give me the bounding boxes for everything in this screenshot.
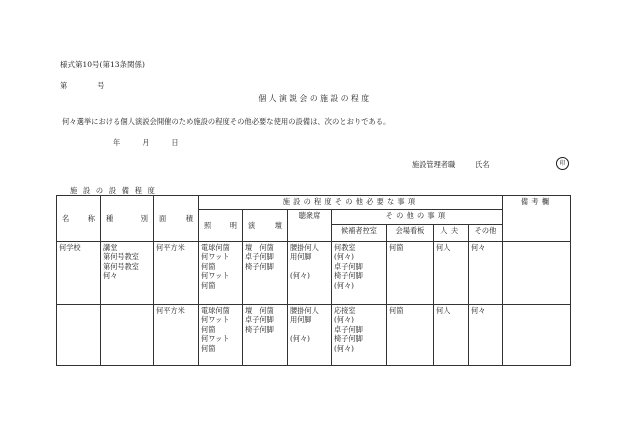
line: 椅子何脚 bbox=[245, 324, 274, 334]
header-area bbox=[154, 196, 199, 242]
line: 用何脚 bbox=[290, 252, 312, 262]
date-month: 月 bbox=[142, 138, 150, 147]
header-podium bbox=[243, 210, 288, 242]
cell-remarks bbox=[503, 305, 571, 366]
line: (何々) bbox=[334, 280, 354, 290]
cell-lighting bbox=[199, 305, 243, 366]
line: 何ワット bbox=[201, 271, 230, 281]
date-year: 年 bbox=[113, 138, 121, 147]
line: 何箇 bbox=[201, 261, 216, 271]
line: 応接室 bbox=[334, 306, 356, 315]
line: 第何号教室 bbox=[103, 261, 139, 271]
cell-waiting-room bbox=[332, 242, 387, 305]
seal-mark: 印 bbox=[556, 157, 569, 170]
line bbox=[290, 325, 329, 334]
name-label: 氏名 bbox=[475, 160, 490, 169]
header-podium-2: 壇 bbox=[274, 220, 282, 230]
line: 何々 bbox=[103, 271, 118, 281]
line: (何々) bbox=[334, 315, 354, 325]
header-signboard: 会場看板 bbox=[387, 225, 434, 242]
header-type-1: 種 bbox=[106, 213, 114, 223]
header-audience: 聴衆席 bbox=[288, 210, 332, 242]
line: (何々) bbox=[290, 334, 310, 344]
line: (何々) bbox=[334, 343, 354, 353]
table-row bbox=[57, 242, 571, 305]
header-type bbox=[101, 196, 154, 242]
header-podium-1: 演 bbox=[248, 220, 256, 230]
cell-name bbox=[57, 305, 101, 366]
header-degree: 施設の程度その他必要な事項 bbox=[199, 196, 503, 210]
line: 卓子何脚 bbox=[334, 324, 363, 334]
document-number bbox=[60, 81, 104, 90]
line: 講堂 bbox=[103, 243, 118, 252]
body-text: 何々選挙における個人演説会開催のため施設の程度その他必要な使用の設備は、次のとおりである。 bbox=[62, 117, 391, 126]
line: (何々) bbox=[290, 271, 310, 281]
header-name bbox=[57, 196, 101, 242]
cell-remarks bbox=[503, 242, 571, 305]
line: 壇 何箇 bbox=[245, 243, 274, 252]
number-suffix: 号 bbox=[97, 81, 105, 90]
header-other-misc: その他 bbox=[469, 225, 503, 242]
line: 卓子何脚 bbox=[245, 252, 274, 262]
cell-waiting-room bbox=[332, 305, 387, 366]
line: (何々) bbox=[334, 252, 354, 262]
line: 何箇 bbox=[201, 343, 216, 353]
header-name-1: 名 bbox=[62, 213, 70, 223]
manager-label: 施設管理者職 bbox=[412, 160, 456, 169]
cell-lighting bbox=[199, 242, 243, 305]
line: 何教室 bbox=[334, 243, 356, 252]
line: 腰掛何人 bbox=[290, 243, 319, 252]
header-name-2: 称 bbox=[87, 213, 95, 223]
number-prefix: 第 bbox=[60, 81, 68, 90]
form-number: 様式第10号(第13条関係) bbox=[60, 60, 145, 69]
cell-signboard: 何箇 bbox=[387, 242, 434, 305]
header-waiting-room: 候補者控室 bbox=[332, 225, 387, 242]
line: 椅子何脚 bbox=[245, 261, 274, 271]
cell-staff: 何人 bbox=[434, 242, 469, 305]
line: 何箇 bbox=[201, 324, 216, 334]
line: 電球何箇 bbox=[201, 306, 230, 315]
line: 卓子何脚 bbox=[334, 261, 363, 271]
line: 何ワット bbox=[201, 334, 230, 344]
cell-podium bbox=[243, 305, 288, 366]
cell-area: 何平方米 bbox=[154, 305, 199, 366]
header-area-2: 積 bbox=[185, 213, 193, 223]
header-area-1: 面 bbox=[159, 213, 167, 223]
document-title: 個人演説会の施設の程度 bbox=[258, 94, 372, 103]
date-day: 日 bbox=[171, 138, 179, 147]
header-other: その他の事項 bbox=[332, 210, 503, 225]
line: 何ワット bbox=[201, 315, 230, 325]
table-row bbox=[57, 305, 571, 366]
header-lighting-1: 照 bbox=[204, 220, 212, 230]
cell-area: 何平方米 bbox=[154, 242, 199, 305]
header-lighting-2: 明 bbox=[229, 220, 237, 230]
line: 卓子何脚 bbox=[245, 315, 274, 325]
cell-podium bbox=[243, 242, 288, 305]
header-staff: 人夫 bbox=[434, 225, 469, 242]
line bbox=[290, 262, 329, 271]
cell-other-misc: 何々 bbox=[469, 242, 503, 305]
cell-staff: 何人 bbox=[434, 305, 469, 366]
header-lighting bbox=[199, 210, 243, 242]
header-remarks: 備考欄 bbox=[503, 196, 571, 242]
line: 何ワット bbox=[201, 252, 230, 262]
line: 腰掛何人 bbox=[290, 306, 319, 315]
date-line bbox=[113, 138, 179, 147]
cell-audience bbox=[288, 242, 332, 305]
line: 電球何箇 bbox=[201, 243, 230, 252]
facility-table bbox=[56, 195, 571, 366]
cell-type bbox=[101, 305, 154, 366]
cell-audience bbox=[288, 305, 332, 366]
manager-line bbox=[412, 160, 490, 169]
cell-other-misc: 何々 bbox=[469, 305, 503, 366]
cell-type bbox=[101, 242, 154, 305]
cell-name: 何学校 bbox=[57, 242, 101, 305]
table-heading: 施設の設備程度 bbox=[70, 186, 161, 195]
header-type-2: 別 bbox=[140, 213, 148, 223]
line: 何箇 bbox=[201, 280, 216, 290]
cell-signboard: 何箇 bbox=[387, 305, 434, 366]
line: 用何脚 bbox=[290, 315, 312, 325]
line: 壇 何箇 bbox=[245, 306, 274, 315]
line: 椅子何脚 bbox=[334, 334, 363, 344]
line: 椅子何脚 bbox=[334, 271, 363, 281]
line: 第何号教室 bbox=[103, 252, 139, 262]
